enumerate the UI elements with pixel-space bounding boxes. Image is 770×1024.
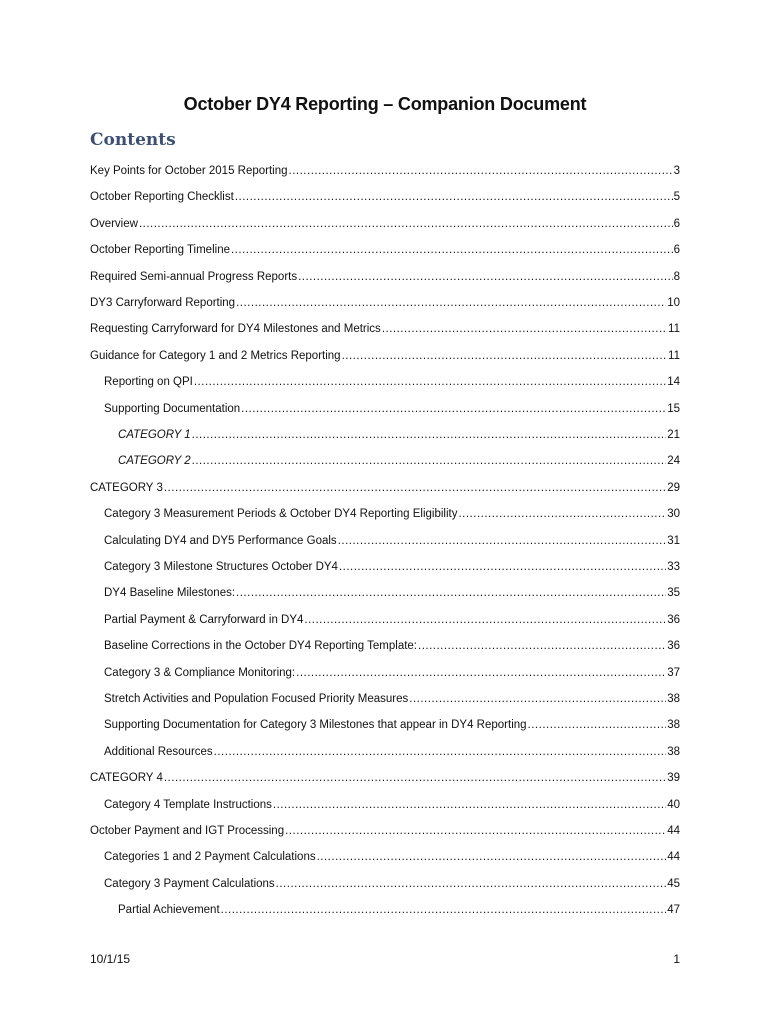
toc-entry[interactable] <box>90 770 680 786</box>
toc-entry[interactable] <box>104 717 680 733</box>
toc-entry-page: 38 <box>667 746 680 758</box>
toc-entry-page: 38 <box>667 693 680 705</box>
toc-dot-leader <box>235 189 673 205</box>
toc-entry-page: 24 <box>667 455 680 467</box>
toc-entry-page: 44 <box>667 851 680 863</box>
toc-entry-page: 39 <box>667 772 680 784</box>
toc-dot-leader <box>164 480 666 496</box>
toc-dot-leader <box>304 612 666 628</box>
toc-dot-leader <box>289 163 673 179</box>
toc-entry[interactable] <box>90 295 680 311</box>
toc-entry-page: 37 <box>667 667 680 679</box>
toc-entry-title: Category 4 Template Instructions <box>104 799 272 811</box>
contents-heading: Contents <box>90 130 176 150</box>
toc-entry[interactable] <box>90 321 680 337</box>
toc-entry-page: 3 <box>673 165 680 177</box>
toc-entry[interactable] <box>104 744 680 760</box>
toc-entry-page: 10 <box>667 297 680 309</box>
toc-entry-title: DY3 Carryforward Reporting <box>90 297 236 309</box>
toc-entry[interactable] <box>104 797 680 813</box>
toc-dot-leader <box>139 216 673 232</box>
toc-entry[interactable] <box>104 374 680 390</box>
toc-entry[interactable] <box>90 163 680 179</box>
toc-entry-title: Partial Payment & Carryforward in DY4 <box>104 614 304 626</box>
document-title: October DY4 Reporting – Companion Document <box>183 94 587 114</box>
toc-entry-title: Requesting Carryforward for DY4 Milestones and Metrics <box>90 323 381 335</box>
toc-entry-page: 45 <box>667 878 680 890</box>
toc-entry-title: Baseline Corrections in the October DY4 Reporting Template: <box>104 640 418 652</box>
toc-entry-page: 40 <box>667 799 680 811</box>
toc-entry-page: 5 <box>673 191 680 203</box>
toc-entry-page: 6 <box>673 244 680 256</box>
toc-entry-page: 30 <box>667 508 680 520</box>
toc-entry[interactable] <box>90 269 680 285</box>
toc-entry-page: 33 <box>667 561 680 573</box>
toc-dot-leader <box>194 374 666 390</box>
toc-entry-title: Category 3 Measurement Periods & October DY4 Reporting Eligibility <box>104 508 458 520</box>
toc-dot-leader <box>192 453 667 469</box>
toc-entry-title: Supporting Documentation for Category 3 Milestones that appear in DY4 Reporting <box>104 719 527 731</box>
toc-dot-leader <box>382 321 667 337</box>
toc-entry[interactable] <box>118 427 680 443</box>
toc-entry[interactable] <box>90 216 680 232</box>
toc-entry-title: Stretch Activities and Population Focused Priority Measures <box>104 693 409 705</box>
toc-entry-title: Calculating DY4 and DY5 Performance Goals <box>104 535 337 547</box>
toc-dot-leader <box>418 638 666 654</box>
toc-dot-leader <box>192 427 667 443</box>
toc-entry-title: CATEGORY 2 <box>118 455 191 467</box>
toc-dot-leader <box>214 744 667 760</box>
toc-entry[interactable] <box>118 453 680 469</box>
toc-entry-page: 38 <box>667 719 680 731</box>
toc-entry-page: 21 <box>667 429 680 441</box>
toc-dot-leader <box>317 849 667 865</box>
toc-entry-title: Key Points for October 2015 Reporting <box>90 165 288 177</box>
toc-dot-leader <box>273 797 666 813</box>
toc-dot-leader <box>236 585 666 601</box>
toc-entry-title: CATEGORY 1 <box>118 429 191 441</box>
toc-entry-page: 44 <box>667 825 680 837</box>
toc-entry[interactable] <box>104 559 680 575</box>
toc-dot-leader <box>458 506 666 522</box>
toc-entry-title: Reporting on QPI <box>104 376 193 388</box>
toc-entry[interactable] <box>104 638 680 654</box>
toc-dot-leader <box>221 902 667 918</box>
toc-entry-page: 6 <box>673 218 680 230</box>
toc-dot-leader <box>236 295 666 311</box>
toc-entry-title: Category 3 Payment Calculations <box>104 878 275 890</box>
toc-entry-page: 11 <box>668 323 680 335</box>
toc-entry[interactable] <box>104 612 680 628</box>
toc-entry-title: Category 3 Milestone Structures October DY4 <box>104 561 338 573</box>
toc-entry-title: Supporting Documentation <box>104 403 241 415</box>
toc-entry[interactable] <box>104 585 680 601</box>
toc-entry-page: 14 <box>667 376 680 388</box>
toc-entry-page: 11 <box>668 350 680 362</box>
toc-entry-page: 36 <box>667 640 680 652</box>
toc-dot-leader <box>528 717 667 733</box>
toc-dot-leader <box>342 348 667 364</box>
toc-entry-title: Partial Achievement <box>118 904 220 916</box>
toc-entry[interactable] <box>90 189 680 205</box>
toc-entry-title: Guidance for Category 1 and 2 Metrics Reporting <box>90 350 341 362</box>
toc-entry-title: Categories 1 and 2 Payment Calculations <box>104 851 316 863</box>
toc-entry[interactable] <box>104 876 680 892</box>
toc-dot-leader <box>276 876 667 892</box>
toc-dot-leader <box>164 770 666 786</box>
footer-page-number: 1 <box>673 952 680 966</box>
toc-entry[interactable] <box>104 401 680 417</box>
toc-entry[interactable] <box>90 480 680 496</box>
toc-dot-leader <box>409 691 666 707</box>
toc-entry[interactable] <box>90 348 680 364</box>
toc-entry[interactable] <box>104 665 680 681</box>
toc-entry-page: 36 <box>667 614 680 626</box>
toc-entry-title: CATEGORY 4 <box>90 772 163 784</box>
toc-dot-leader <box>285 823 666 839</box>
toc-entry[interactable] <box>104 849 680 865</box>
toc-entry-page: 31 <box>667 535 680 547</box>
toc-entry-title: Additional Resources <box>104 746 213 758</box>
toc-entry[interactable] <box>104 691 680 707</box>
toc-entry-title: October Payment and IGT Processing <box>90 825 285 837</box>
toc-entry[interactable] <box>104 533 680 549</box>
toc-entry-page: 47 <box>667 904 680 916</box>
toc-dot-leader <box>231 242 673 258</box>
toc-entry-page: 35 <box>667 587 680 599</box>
footer-date: 10/1/15 <box>90 952 131 966</box>
toc-entry-title: Overview <box>90 218 138 230</box>
toc-entry[interactable] <box>118 902 680 918</box>
toc-dot-leader <box>296 665 666 681</box>
toc-entry-page: 15 <box>667 403 680 415</box>
toc-dot-leader <box>338 533 667 549</box>
toc-entry[interactable] <box>90 242 680 258</box>
toc-entry-title: October Reporting Timeline <box>90 244 230 256</box>
toc-dot-leader <box>339 559 666 575</box>
toc-dot-leader <box>298 269 672 285</box>
toc-entry[interactable] <box>104 506 680 522</box>
toc-entry-title: Required Semi-annual Progress Reports <box>90 271 298 283</box>
toc-entry-title: Category 3 & Compliance Monitoring: <box>104 667 296 679</box>
toc-entry-title: DY4 Baseline Milestones: <box>104 587 236 599</box>
toc-entry-page: 8 <box>673 271 680 283</box>
toc-entry-title: October Reporting Checklist <box>90 191 234 203</box>
toc-entry-title: CATEGORY 3 <box>90 482 163 494</box>
toc-entry[interactable] <box>90 823 680 839</box>
toc-entry-page: 29 <box>667 482 680 494</box>
toc-dot-leader <box>241 401 666 417</box>
